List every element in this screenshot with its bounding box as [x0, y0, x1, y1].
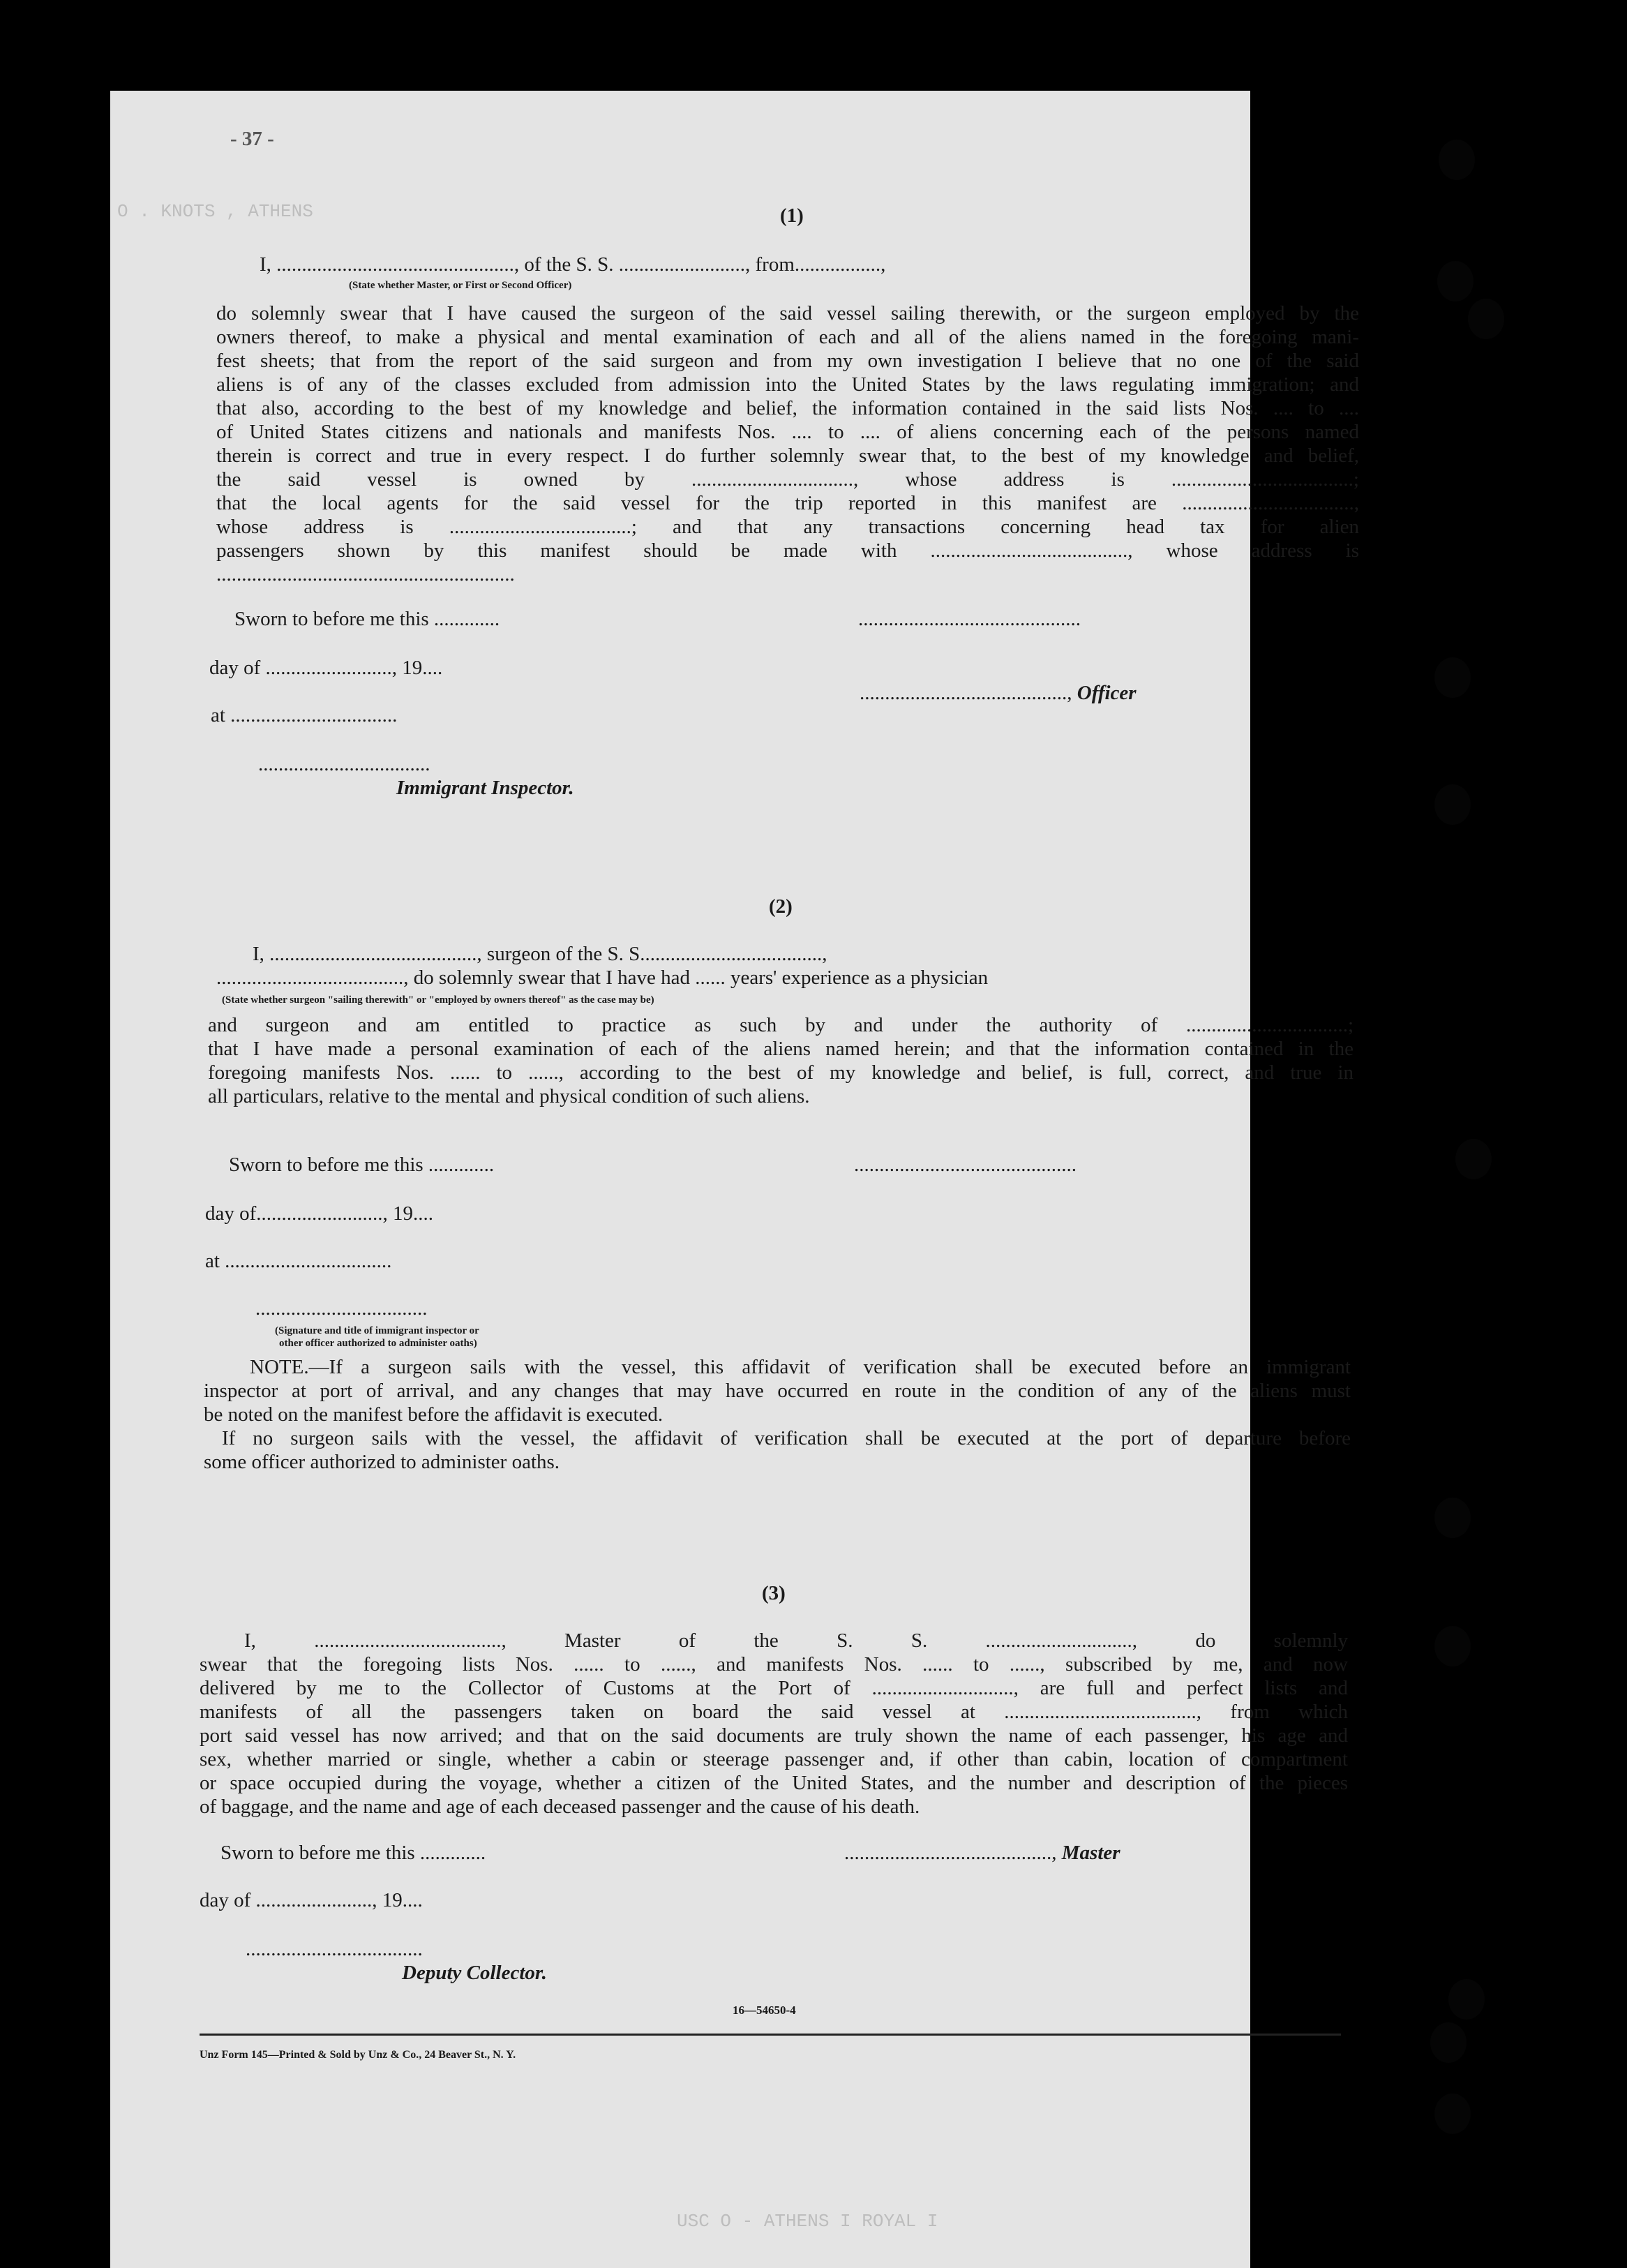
- officer-signature-line: [860, 681, 1137, 705]
- master-signature-line: [844, 1841, 1120, 1865]
- officer-label: Officer: [1077, 682, 1137, 704]
- paragraph-line: delivered by me to the Collector of Customs at the Port of ............................, are full and perfect lists and: [200, 1677, 1348, 1699]
- paragraph-line: passengers shown by this manifest should be made with ......................................., whose address is: [216, 539, 1359, 562]
- signature-line: ............................................: [858, 608, 1081, 630]
- paragraph-line: do solemnly swear that I have caused the surgeon of the said vessel sailing therewith, or the surgeon employed by the: [216, 302, 1359, 324]
- master-dots: .........................................,: [844, 1842, 1062, 1864]
- printer-imprint: Unz Form 145—Printed & Sold by Unz & Co., 24 Beaver St., N. Y.: [200, 2049, 516, 2061]
- punch-hole: [1455, 1139, 1492, 1179]
- bleed-through-text: USC O - ATHENS I ROYAL I: [677, 2211, 938, 2232]
- paragraph-line: owners thereof, to make a physical and mental examination of each and all of the aliens named in the foregoing mani-: [216, 326, 1359, 348]
- day-line: day of ......................., 19....: [200, 1889, 423, 1911]
- paragraph-line: foregoing manifests Nos. ...... to ......, according to the best of my knowledge and belief, is full, correct, and true in: [208, 1061, 1354, 1084]
- paragraph-line: of baggage, and the name and age of each deceased passenger and the cause of his death.: [200, 1796, 920, 1818]
- day-line: day of ........................., 19....: [209, 657, 443, 679]
- punch-hole: [1434, 2094, 1471, 2134]
- immigrant-inspector-label: Immigrant Inspector.: [396, 777, 574, 799]
- sworn-line: Sworn to before me this .............: [234, 608, 500, 630]
- paragraph-line: that the local agents for the said vessel for the trip reported in this manifest are ..................................,: [216, 492, 1359, 514]
- field-caption: (State whether surgeon "sailing therewith" or "employed by owners thereof" as the case may be): [222, 994, 654, 1006]
- note-line: inspector at port of arrival, and any changes that may have occurred en route in the condition of any of the aliens must: [204, 1380, 1351, 1402]
- paragraph-line: sex, whether married or single, whether a cabin or steerage passenger and, if other than cabin, location of compartment: [200, 1748, 1348, 1770]
- at-line: at .................................: [205, 1250, 392, 1272]
- section-number: (3): [762, 1582, 786, 1604]
- punch-hole: [1434, 657, 1471, 698]
- paragraph-line: all particulars, relative to the mental and physical condition of such aliens.: [208, 1085, 810, 1107]
- paragraph-line: that also, according to the best of my knowledge and belief, the information contained in the said lists Nos. .... to ....: [216, 397, 1359, 419]
- paragraph-line: aliens is of any of the classes excluded from admission into the United States by the laws regulating immigration; and: [216, 373, 1359, 396]
- note-line: some officer authorized to administer oaths.: [204, 1451, 560, 1473]
- oath-line: I, ........................................., surgeon of the S. S....................................,: [253, 943, 827, 965]
- punch-hole: [1434, 1626, 1471, 1666]
- page-number: - 37 -: [230, 128, 274, 150]
- at-line: at .................................: [211, 704, 398, 726]
- signature-line: ..................................: [258, 753, 430, 775]
- punch-hole: [1434, 1498, 1471, 1538]
- section-number: (1): [780, 204, 804, 227]
- note-line: If no surgeon sails with the vessel, the affidavit of verification shall be executed at the port of departure before: [222, 1427, 1351, 1449]
- punch-hole: [1468, 299, 1504, 339]
- paragraph-line: of United States citizens and nationals and manifests Nos. .... to .... of aliens concerning each of the persons named: [216, 421, 1359, 443]
- paragraph-line: I, ....................................., Master of the S. S. ............................., do solemnly: [244, 1629, 1348, 1652]
- paragraph-line: swear that the foregoing lists Nos. ...... to ......, and manifests Nos. ...... to ......, subscribed by me, and now: [200, 1653, 1348, 1676]
- paragraph-line: whose address is ....................................; and that any transactions concerning head tax for alien: [216, 516, 1359, 538]
- signature-line: ..................................: [255, 1297, 428, 1320]
- signature-line: ...................................: [246, 1938, 423, 1960]
- field-caption: (State whether Master, or First or Second Officer): [349, 280, 572, 291]
- form-code: 16—54650-4: [733, 2004, 796, 2017]
- paragraph-line: and surgeon and am entitled to practice as such by and under the authority of ................................;: [208, 1014, 1354, 1036]
- paragraph-line: port said vessel has now arrived; and that on the said documents are truly shown the name of each passenger, his age and: [200, 1724, 1348, 1747]
- footer-rule: [200, 2034, 1341, 2036]
- paragraph-line: ...........................................................: [216, 563, 515, 585]
- sworn-line: Sworn to before me this .............: [220, 1842, 486, 1864]
- punch-hole: [1448, 1979, 1485, 2020]
- punch-hole: [1430, 2022, 1467, 2063]
- paragraph-line: or space occupied during the voyage, whether a citizen of the United States, and the number and description of the pieces: [200, 1772, 1348, 1794]
- paragraph-line: fest sheets; that from the report of the said surgeon and from my own investigation I believe that no one of the said: [216, 350, 1359, 372]
- master-label: Master: [1061, 1842, 1120, 1864]
- signature-line: ............................................: [854, 1154, 1077, 1176]
- signature-caption: (Signature and title of immigrant inspector or: [275, 1325, 479, 1336]
- note-line: NOTE.—If a surgeon sails with the vessel, this affidavit of verification shall be executed before an immigrant: [250, 1356, 1351, 1378]
- punch-hole: [1439, 140, 1475, 180]
- note-line: be noted on the manifest before the affidavit is executed.: [204, 1403, 663, 1426]
- paragraph-line: the said vessel is owned by ................................, whose address is ....................................;: [216, 468, 1359, 491]
- oath-line: I, ..............................................., of the S. S. ........................., from.................,: [260, 253, 886, 276]
- officer-dots: .........................................,: [860, 682, 1077, 704]
- punch-hole: [1434, 784, 1471, 825]
- signature-caption: other officer authorized to administer oaths): [279, 1338, 477, 1349]
- bleed-through-text: O . KNOTS , ATHENS: [117, 201, 313, 222]
- section-number: (2): [769, 895, 793, 918]
- paragraph-line: that I have made a personal examination of each of the aliens named herein; and that the information contained in the: [208, 1038, 1354, 1060]
- punch-hole: [1437, 261, 1474, 301]
- paragraph-line: therein is correct and true in every respect. I do further solemnly swear that, to the best of my knowledge and belief,: [216, 445, 1359, 467]
- day-line: day of........................., 19....: [205, 1202, 434, 1225]
- paragraph-line: manifests of all the passengers taken on board the said vessel at ......................................, from which: [200, 1701, 1348, 1723]
- oath-line: ....................................., do solemnly swear that I have had ...... years' experience as a physician: [216, 967, 989, 989]
- sworn-line: Sworn to before me this .............: [229, 1154, 495, 1176]
- deputy-collector-label: Deputy Collector.: [402, 1962, 547, 1984]
